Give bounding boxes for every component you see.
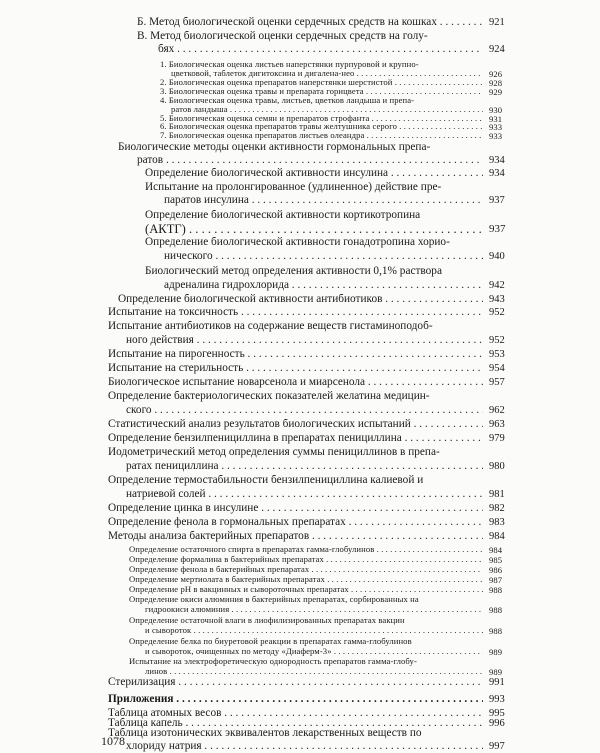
toc-entry — [118, 142, 483, 154]
toc-entry — [160, 131, 483, 140]
toc-entry-title: Таблица атомных весов . . . — [108, 708, 483, 719]
toc-entry-title: Определение белка по биуретовой реакции в препаратах гамма-глобулинов — [129, 637, 412, 646]
toc-entry — [164, 280, 483, 292]
toc-entry — [160, 78, 483, 87]
toc-entry — [145, 237, 483, 249]
toc-entry — [108, 349, 483, 361]
toc-entry-title: Определение окиси алюминия в бактерийных препаратах, сорбированных на — [129, 595, 419, 604]
toc-entry — [145, 647, 483, 656]
toc-entry-page: 996 — [489, 718, 505, 729]
toc-entry-page: 931 — [489, 114, 503, 124]
toc-entry-page: 989 — [489, 667, 503, 677]
toc-entry-title: ратов . . . — [137, 155, 483, 166]
toc-entry-title: Испытание на стерильность . . . — [108, 363, 483, 374]
toc-entry — [129, 565, 483, 574]
toc-entry-title: линов . . . — [145, 667, 483, 676]
toc-entry — [145, 266, 483, 278]
toc-entry — [108, 321, 483, 333]
toc-entry — [108, 677, 483, 689]
toc-entry-title: Определение бактериологических показателей желатина медицин- — [108, 391, 430, 402]
toc-entry-page: 989 — [489, 647, 503, 657]
toc-entry — [108, 447, 483, 459]
toc-entry-page: 933 — [489, 131, 503, 141]
toc-entry — [137, 31, 483, 43]
toc-entry — [129, 657, 483, 666]
toc-entry — [145, 182, 483, 194]
toc-entry-page: 921 — [489, 17, 505, 28]
toc-entry — [126, 741, 483, 753]
toc-entry-title: ратах пенициллина . . . — [126, 461, 483, 472]
toc-entry-title: ного действия . . . — [126, 335, 483, 346]
toc-entry-page: 985 — [489, 555, 503, 565]
toc-entry — [108, 728, 483, 740]
toc-entry — [108, 475, 483, 487]
toc-entry — [145, 605, 483, 614]
toc-entry — [129, 545, 483, 554]
toc-entry-page: 962 — [489, 405, 505, 416]
toc-entry-title: Биологический метод определения активности 0,1% раствора — [145, 266, 442, 277]
toc-entry — [160, 60, 483, 69]
toc-entry — [108, 433, 483, 445]
toc-entry-title: Биологические методы оценки активности гормональных препа- — [118, 142, 431, 153]
toc-entry-title: хлориду натрия . . . — [126, 741, 483, 752]
toc-entry — [145, 168, 483, 180]
toc-entry-title: Определение биологической активности антибиотиков . . . — [118, 294, 483, 305]
toc-entry-page: 988 — [489, 605, 503, 615]
toc-entry-title: и сывороток . . . — [145, 626, 483, 635]
toc-entry — [108, 307, 483, 319]
toc-entry — [129, 616, 483, 625]
toc-entry-page: 954 — [489, 363, 505, 374]
toc-entry — [126, 405, 483, 417]
toc-entry-title: 3. Биологическая оценка травы и препарата горицвета . . . — [160, 87, 483, 96]
toc-entry-title: Таблица капель . . . — [108, 718, 483, 729]
toc-entry-page: 995 — [489, 708, 505, 719]
toc-entry-title: Определение бензилпенициллина в препаратах пенициллина . . . — [108, 433, 483, 444]
toc-entry-page: 997 — [489, 741, 505, 752]
toc-entry-title: цветковой, таблеток дигитоксина и дигалена-нео . . . — [171, 69, 483, 78]
toc-entry — [129, 555, 483, 564]
toc-entry-title: ратов ландыша . . . — [171, 105, 483, 114]
toc-entry-page: 957 — [489, 377, 505, 388]
toc-entry-page: 991 — [489, 677, 505, 688]
toc-entry-page: 986 — [489, 565, 503, 575]
toc-entry-page: 940 — [489, 251, 505, 262]
toc-entry — [145, 667, 483, 676]
toc-entry-page: 981 — [489, 489, 505, 500]
toc-entry-title: Определение термостабильности бензилпенициллина калиевой и — [108, 475, 424, 486]
toc-entry-page: 943 — [489, 294, 505, 305]
toc-entry-title: Испытание на электрофоретическую однородность препаратов гамма-глобу- — [129, 657, 417, 666]
toc-entry-title: нического . . . — [164, 251, 483, 262]
toc-entry — [108, 363, 483, 375]
toc-entry — [108, 377, 483, 389]
toc-entry-title: Определение остаточного спирта в препаратах гамма-глобулинов . . . — [129, 545, 483, 554]
toc-entry — [126, 461, 483, 473]
toc-entry-page: 933 — [489, 122, 503, 132]
toc-entry-title: бях . . . — [158, 44, 483, 55]
toc-entry — [160, 122, 483, 131]
toc-entry — [164, 195, 483, 207]
toc-entry-page: 934 — [489, 168, 505, 179]
toc-entry-title: 7. Биологическая оценка препаратов листьев олеандра . . . — [160, 131, 483, 140]
toc-entry-title: Определение остаточной влаги в лиофилизированных препаратах вакцин — [129, 616, 405, 625]
toc-entry — [145, 210, 483, 222]
toc-entry-title: адреналина гидрохлорида . . . — [164, 280, 483, 291]
toc-entry-title: Приложения . . . — [108, 694, 483, 705]
toc-entry-page: 988 — [489, 585, 503, 595]
toc-entry-title: Испытание антибиотиков на содержание веществ гистаминоподоб- — [108, 321, 433, 332]
toc-entry-page: 984 — [489, 545, 503, 555]
toc-entry-title: Испытание на токсичность . . . — [108, 307, 483, 318]
toc-entry-page: 988 — [489, 626, 503, 636]
page-number: 1078 — [101, 734, 125, 748]
toc-entry-page: 929 — [489, 87, 503, 97]
toc-entry — [158, 44, 483, 56]
toc-entry — [160, 96, 483, 105]
toc-entry-title: Определение цинка в инсулине . . . — [108, 503, 483, 514]
toc-entry — [129, 585, 483, 594]
toc-entry-page: 942 — [489, 280, 505, 291]
toc-entry — [129, 575, 483, 584]
toc-entry-page: 993 — [489, 694, 505, 705]
toc-entry-title: Испытание на пирогенность . . . — [108, 349, 483, 360]
toc-entry — [108, 694, 483, 706]
toc-entry-title: 6. Биологическая оценка препаратов травы желтушника серого . . . — [160, 122, 483, 131]
toc-entry-title: ского . . . — [126, 405, 483, 416]
toc-entry-page: 928 — [489, 78, 503, 88]
toc-entry-page: 924 — [489, 44, 505, 55]
toc-entry — [126, 489, 483, 501]
toc-entry-page: 926 — [489, 69, 503, 79]
toc-entry-page: 952 — [489, 307, 505, 318]
toc-entry-title: Таблица изотонических эквивалентов лекарственных веществ по — [108, 728, 422, 739]
toc-entry-page: 982 — [489, 503, 505, 514]
toc-entry-page: 963 — [489, 419, 505, 430]
toc-entry-page: 952 — [489, 335, 505, 346]
toc-entry — [164, 251, 483, 263]
toc-entry-title: Биологическое испытание новарсенола и миарсенола . . . — [108, 377, 483, 388]
toc-entry-title: В. Метод биологической оценки сердечных средств на голу- — [137, 31, 428, 42]
toc-entry-title: и сывороток, очищенных по методу «Диаферм-3» . . . — [145, 647, 483, 656]
toc-entry-page: 953 — [489, 349, 505, 360]
toc-entry — [137, 17, 483, 29]
toc-entry-title: Определение фенола в гормональных препаратах . . . — [108, 517, 483, 528]
toc-entry-title: 2. Биологическая оценка препаратов наперстянки шерстистой . . . — [160, 78, 483, 87]
toc-entry-title: Методы анализа бактерийных препаратов . . . — [108, 531, 483, 542]
toc-entry-page: 983 — [489, 517, 505, 528]
toc-entry-title: Определение биологической активности гонадотропина хорио- — [145, 237, 450, 248]
toc-entry-title: 1. Биологическая оценка листьев наперстянки пурпуровой и крупно- — [160, 60, 419, 69]
toc-entry — [118, 294, 483, 306]
toc-entry-title: натриевой солей . . . — [126, 489, 483, 500]
toc-entry-title: Определение мертиолата в бактерийных препаратах . . . — [129, 575, 483, 584]
toc-entry — [108, 517, 483, 529]
toc-entry-title: паратов инсулина . . . — [164, 195, 483, 206]
toc-entry-title: 5. Биологическая оценка семян и препаратов строфанта . . . — [160, 114, 483, 123]
toc-entry-title: Испытание на пролонгированное (удлиненное) действие пре- — [145, 182, 442, 193]
toc-entry — [108, 391, 483, 403]
toc-entry-page: 937 — [489, 195, 505, 206]
toc-entry-page: 987 — [489, 575, 503, 585]
toc-entry — [145, 223, 483, 236]
toc-entry-page: 980 — [489, 461, 505, 472]
toc-entry — [108, 503, 483, 515]
toc-entry — [145, 626, 483, 635]
toc-entry-title: Определение формалина в бактерийных препаратах . . . — [129, 555, 483, 564]
toc-entry-title: 4. Биологическая оценка травы, листьев, цветков ландыша и препа- — [160, 96, 415, 105]
toc-entry — [137, 155, 483, 167]
toc-entry-page: 937 — [489, 223, 506, 235]
toc-entry-title: Б. Метод биологической оценки сердечных средств на кошках . . . — [137, 17, 483, 28]
toc-entry-title: (АКТГ) . . . — [145, 223, 483, 236]
toc-entry — [160, 87, 483, 96]
toc-entry — [108, 531, 483, 543]
toc-entry — [171, 105, 483, 114]
toc-entry-title: Определение pH в вакцинных и сывороточных препаратах . . . — [129, 585, 483, 594]
toc-entry — [108, 419, 483, 431]
toc-entry-title: Стерилизация . . . — [108, 677, 483, 688]
toc-entry — [129, 637, 483, 646]
toc-entry-title: гидроокиси алюминия . . . — [145, 605, 483, 614]
toc-entry-title: Определение фенола в бактерийных препаратах . . . — [129, 565, 483, 574]
toc-entry — [129, 595, 483, 604]
toc-entry-page: 984 — [489, 531, 505, 542]
toc-entry-page: 979 — [489, 433, 505, 444]
toc-entry-title: Йодометрический метод определения суммы пенициллинов в препа- — [108, 447, 440, 458]
toc-entry-title: Определение биологической активности кортикотропина — [145, 210, 421, 221]
toc-entry-page: 934 — [489, 155, 505, 166]
toc-entry-page: 930 — [489, 105, 503, 115]
toc-entry — [126, 335, 483, 347]
toc-entry — [171, 69, 483, 78]
toc-entry-title: Определение биологической активности инсулина . . . — [145, 168, 483, 179]
toc-entry-title: Статистический анализ результатов биологических испытаний . . . — [108, 419, 483, 430]
